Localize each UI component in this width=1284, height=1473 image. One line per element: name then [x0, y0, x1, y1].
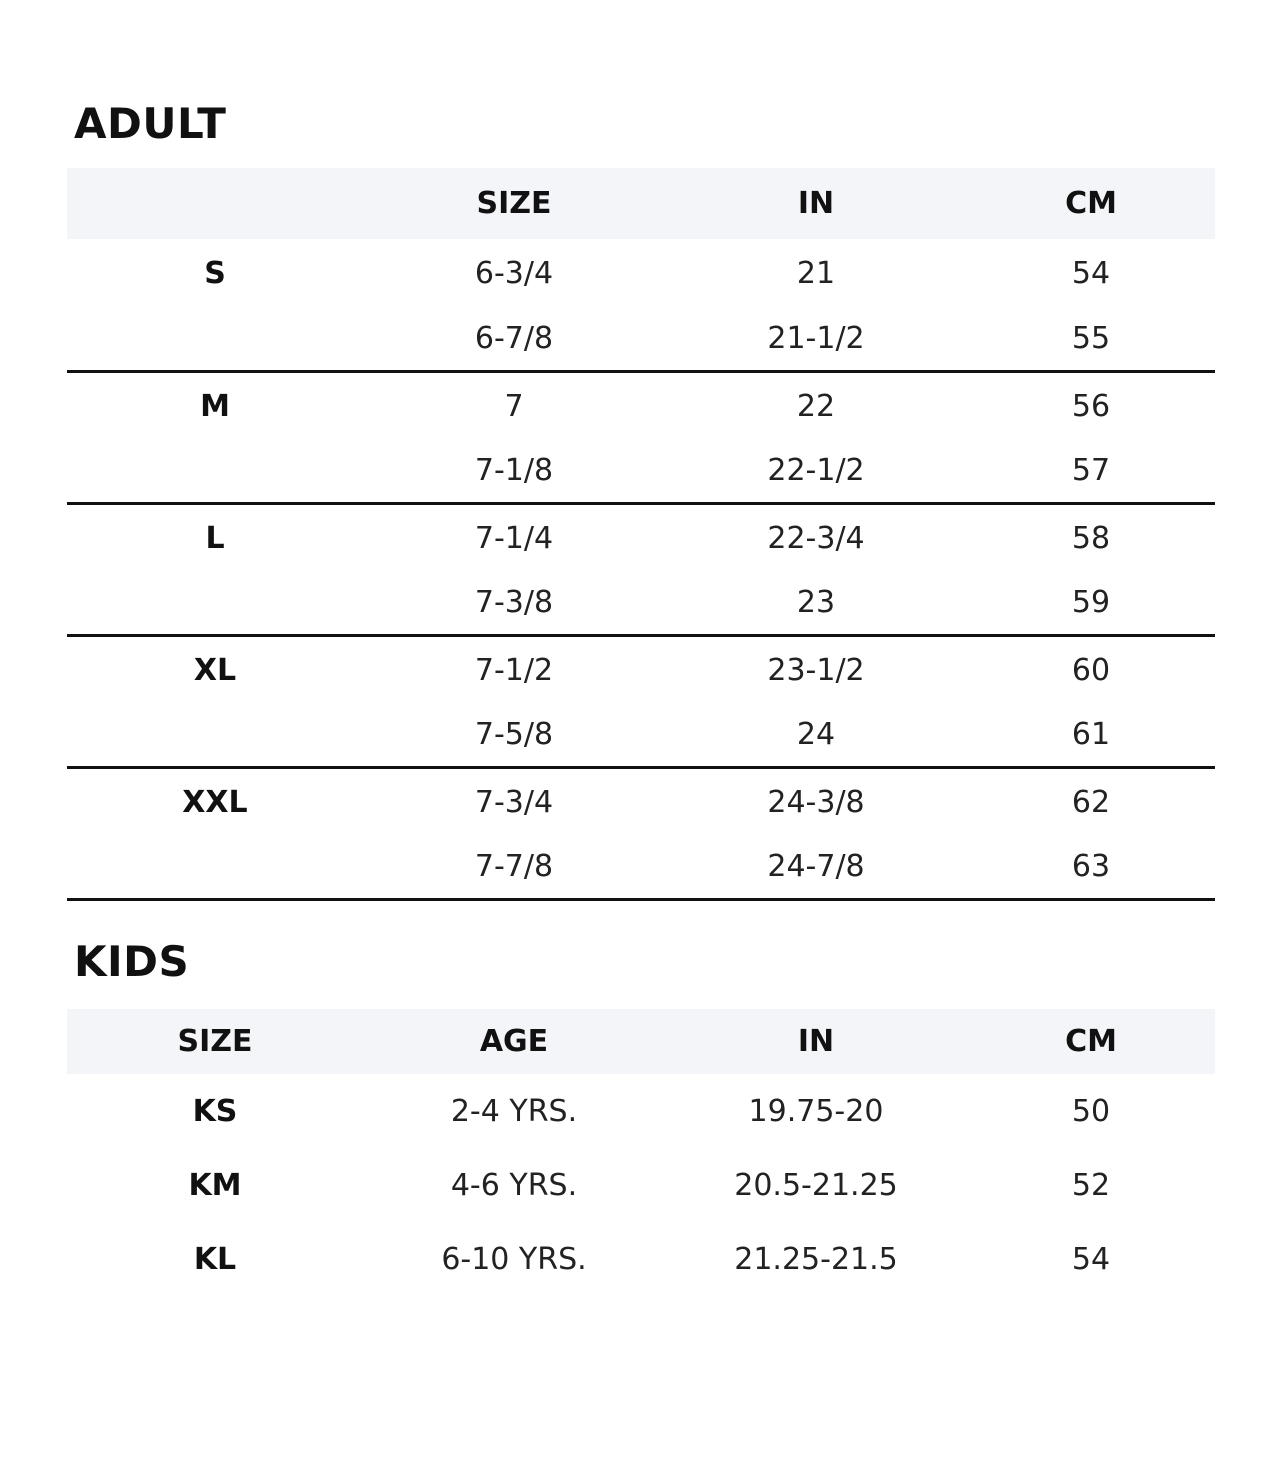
kids-size-table	[67, 1009, 1215, 1296]
inches-value: 22	[796, 388, 836, 424]
hat-size: 7-1/2	[474, 652, 554, 688]
table-row	[67, 1222, 1215, 1296]
hat-size: 7-1/4	[474, 520, 554, 556]
kids-header-row	[67, 1009, 1215, 1074]
table-row	[67, 571, 1215, 636]
cm-value: 63	[967, 835, 1215, 900]
adult-header-row	[67, 168, 1215, 239]
cm-value: 60	[1071, 652, 1111, 688]
size-label-empty	[67, 835, 363, 900]
age-range: 4-6 YRS.	[450, 1167, 578, 1203]
hat-size: 6-3/4	[474, 255, 554, 291]
cm-value: 54	[1071, 255, 1111, 291]
table-row	[67, 835, 1215, 900]
kids-section-title: KIDS	[74, 937, 190, 986]
size-label: XL	[193, 652, 237, 688]
size-label-empty	[67, 307, 363, 372]
inches-value: 23	[665, 571, 967, 636]
table-row	[67, 372, 1215, 440]
cm-value: 56	[1071, 388, 1111, 424]
cm-value: 50	[1071, 1093, 1111, 1129]
hat-size: 7-3/8	[363, 571, 665, 636]
table-row	[67, 768, 1215, 836]
cm-value: 52	[1071, 1167, 1111, 1203]
hat-size: 7	[504, 388, 524, 424]
size-label: M	[200, 388, 230, 424]
age-range: 2-4 YRS.	[450, 1093, 578, 1129]
hat-size: 6-7/8	[363, 307, 665, 372]
hat-size: 7-1/8	[363, 439, 665, 504]
table-row	[67, 439, 1215, 504]
kids-size-label: KL	[193, 1241, 237, 1277]
cm-value: 62	[1071, 784, 1111, 820]
cm-value: 58	[1071, 520, 1111, 556]
inches-value: 21-1/2	[665, 307, 967, 372]
kids-size-label: KM	[188, 1167, 242, 1203]
kids-header-size: SIZE	[67, 1009, 363, 1074]
cm-value: 61	[967, 703, 1215, 768]
cm-value: 57	[967, 439, 1215, 504]
inches-value: 24-3/8	[767, 784, 865, 820]
size-label: L	[205, 520, 225, 556]
table-row	[67, 703, 1215, 768]
hat-size: 7-7/8	[363, 835, 665, 900]
size-label-empty	[67, 703, 363, 768]
inches-value: 21	[796, 255, 836, 291]
inches-value: 21.25-21.5	[734, 1241, 898, 1277]
inches-value: 20.5-21.25	[734, 1167, 898, 1203]
kids-header-cm: CM	[967, 1009, 1215, 1074]
inches-value: 19.75-20	[748, 1093, 884, 1129]
adult-header-size: SIZE	[363, 168, 665, 239]
table-row	[67, 307, 1215, 372]
adult-header-cm: CM	[967, 168, 1215, 239]
hat-size: 7-5/8	[363, 703, 665, 768]
table-row	[67, 1074, 1215, 1148]
inches-value: 22-3/4	[767, 520, 865, 556]
size-label: XXL	[182, 784, 248, 820]
table-row	[67, 636, 1215, 704]
cm-value: 55	[967, 307, 1215, 372]
hat-size: 7-3/4	[474, 784, 554, 820]
cm-value: 54	[1071, 1241, 1111, 1277]
adult-header-in: IN	[665, 168, 967, 239]
size-label-empty	[67, 439, 363, 504]
age-range: 6-10 YRS.	[441, 1241, 587, 1277]
adult-size-table	[67, 168, 1215, 901]
size-label: S	[204, 255, 226, 291]
inches-value: 24	[665, 703, 967, 768]
table-row	[67, 504, 1215, 572]
inches-value: 22-1/2	[665, 439, 967, 504]
adult-header-label	[67, 168, 363, 239]
kids-header-age: AGE	[363, 1009, 665, 1074]
inches-value: 24-7/8	[665, 835, 967, 900]
inches-value: 23-1/2	[767, 652, 865, 688]
kids-header-in: IN	[665, 1009, 967, 1074]
adult-section-title: ADULT	[74, 99, 227, 148]
cm-value: 59	[967, 571, 1215, 636]
table-row	[67, 239, 1215, 307]
size-label-empty	[67, 571, 363, 636]
table-row	[67, 1148, 1215, 1222]
kids-size-label: KS	[192, 1093, 238, 1129]
